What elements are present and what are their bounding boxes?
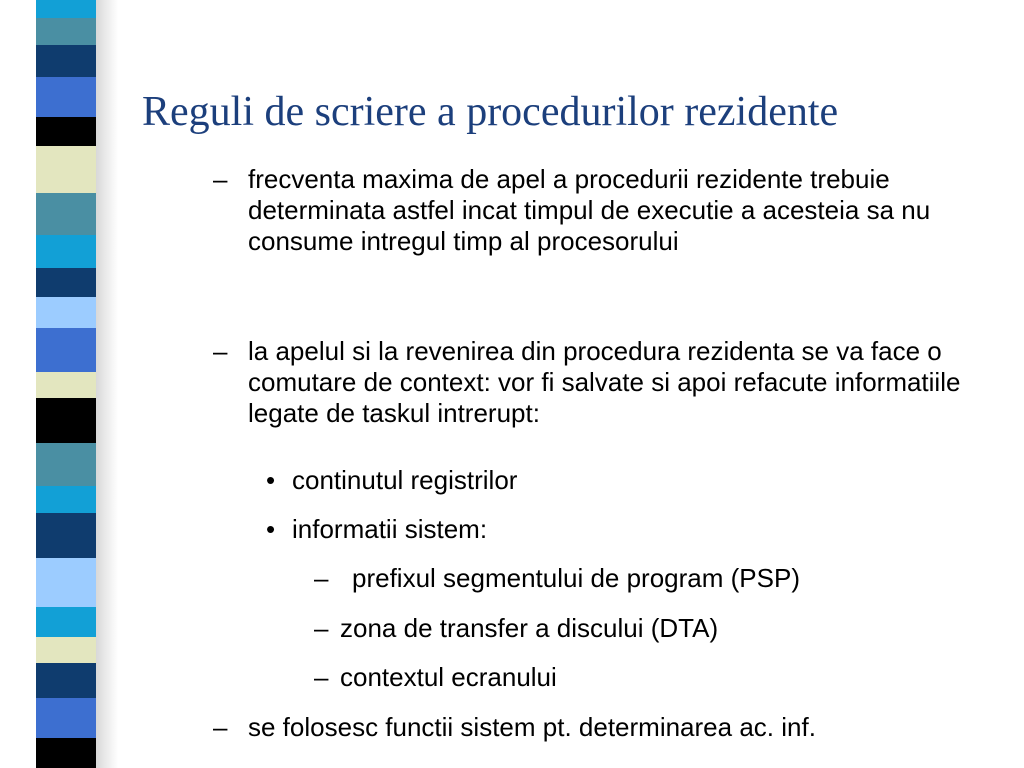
stripe-block <box>36 637 96 663</box>
sub-sub-bullet-item <box>314 563 1004 594</box>
sub-sub-bullet-item <box>314 662 1004 693</box>
slide-title: Reguli de scriere a procedurilor rezidente <box>142 89 839 135</box>
sub-sub-bullet-text: contextul ecranului <box>340 662 557 692</box>
bullet-item <box>213 336 1013 430</box>
dash-marker: – <box>213 336 228 366</box>
dash-marker: – <box>314 613 329 643</box>
stripe-block <box>36 235 96 268</box>
bullet-dot-marker: • <box>266 514 276 544</box>
stripe-block <box>36 443 96 486</box>
bullet-text: la apelul si la revenirea din procedura rezidenta se va face o comutare de context: vor fi salvate si apoi refacute informatiile legate de taskul intrerupt: <box>248 336 961 429</box>
bullet-dot-marker: • <box>266 465 276 495</box>
dash-marker: – <box>213 164 228 194</box>
stripe-block <box>36 663 96 698</box>
stripe-block <box>36 607 96 637</box>
bullet-text: frecventa maxima de apel a procedurii rezidente trebuie determinata astfel incat timpul de executie a acesteia sa nu consume intregul timp al procesorului <box>248 164 931 257</box>
sub-bullet-text: informatii sistem: <box>292 514 488 544</box>
stripe-block <box>36 146 96 193</box>
dash-marker: – <box>213 712 228 742</box>
decorative-stripe <box>36 0 96 768</box>
stripe-block <box>36 398 96 443</box>
stripe-block <box>36 193 96 235</box>
stripe-block <box>36 45 96 77</box>
sub-bullet-text: continutul registrilor <box>292 465 518 495</box>
sub-sub-bullet-text: prefixul segmentului de program (PSP) <box>352 563 800 593</box>
bullet-item <box>213 164 1013 258</box>
sub-sub-bullet-text: zona de transfer a discului (DTA) <box>340 613 719 643</box>
bullet-item <box>213 712 1013 743</box>
sub-bullet-item <box>266 465 1006 496</box>
dash-marker: – <box>314 563 329 593</box>
stripe-block <box>36 486 96 513</box>
stripe-block <box>36 372 96 398</box>
stripe-block <box>36 328 96 372</box>
stripe-block <box>36 77 96 117</box>
stripe-block <box>36 558 96 607</box>
bullet-text: se folosesc functii sistem pt. determinarea ac. inf. <box>248 712 816 742</box>
sub-bullet-item <box>266 514 1006 545</box>
stripe-block <box>36 0 96 18</box>
decorative-stripe-shadow <box>96 0 118 768</box>
stripe-block <box>36 117 96 146</box>
stripe-block <box>36 513 96 558</box>
sub-sub-bullet-item <box>314 613 1004 644</box>
stripe-block <box>36 268 96 297</box>
stripe-block <box>36 297 96 328</box>
stripe-block <box>36 698 96 738</box>
stripe-block <box>36 18 96 45</box>
dash-marker: – <box>314 662 329 692</box>
stripe-block <box>36 738 96 768</box>
